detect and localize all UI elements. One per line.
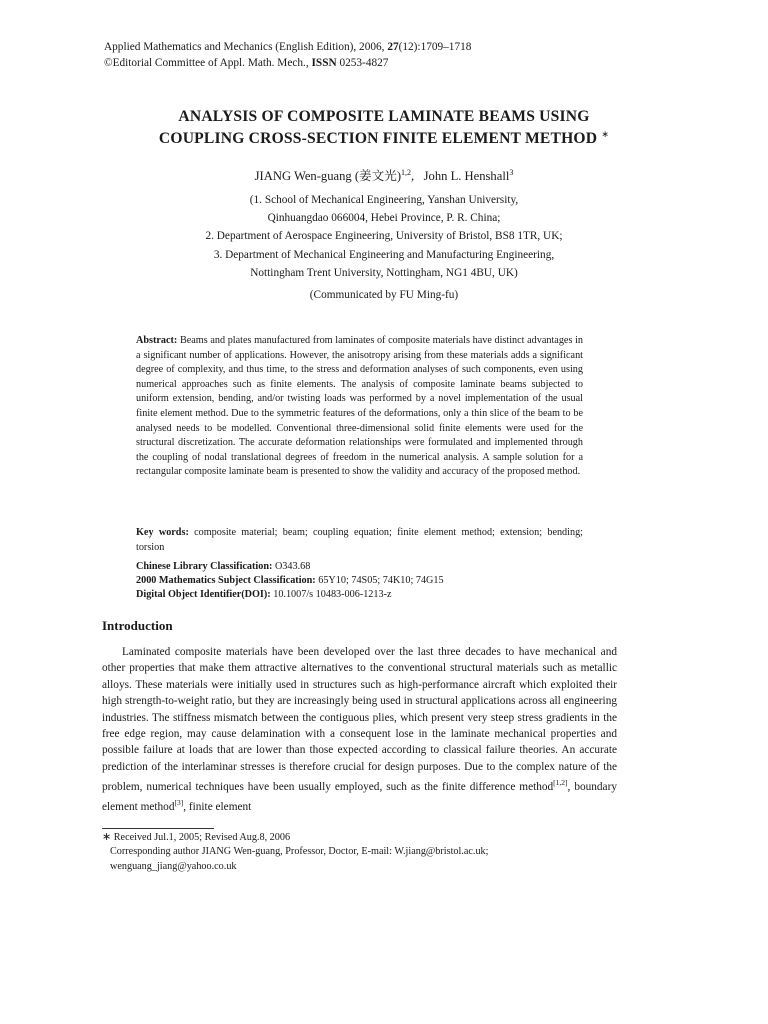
msc-value: 65Y10; 74S05; 74K10; 74G15 bbox=[318, 575, 444, 587]
doi-line bbox=[136, 588, 583, 602]
clc-value: O343.68 bbox=[274, 561, 311, 572]
doi-label: Digital Object Identifier(DOI): bbox=[136, 589, 271, 601]
footnote-mark: ∗ bbox=[102, 830, 112, 843]
author-henshall-affil-mark: 3 bbox=[509, 167, 514, 177]
doi-value: 10.1007/s 10483-006-1213-z bbox=[273, 589, 392, 601]
intro-text: Laminated composite materials have been developed over the last three decades to have mechanical and other properties that make them attractive alternatives to the conventional structural materials such as metallic alloys. These materials were initially used in structures such as high-performance aircraft which exploited their high strength-to-weight ratio, but they are increasingly being used in structural applications across all engineering industries. The stiffness mismatch between the contiguous plies, which present very steep stress gradients in the free edge region, may cause delamination with a consequent lose in the laminate mechanical properties and possible failure at loads that are lower than those expected according to classical failure theories. An accurate prediction of the interlaminar stresses is therefore crucial for design purposes. Due to the complex nature of the problem, numerical techniques have been usually employed, such as the finite difference method bbox=[102, 646, 617, 794]
section-heading-introduction: Introduction bbox=[102, 618, 173, 633]
classification-block bbox=[136, 560, 583, 603]
journal-header bbox=[104, 40, 471, 71]
affiliation-line: Nottingham Trent University, Nottingham, NG1 4BU, UK) bbox=[250, 266, 518, 279]
footnote bbox=[102, 830, 622, 874]
affiliation-line: 2. Department of Aerospace Engineering, University of Bristol, BS8 1TR, UK; bbox=[205, 230, 563, 243]
journal-volume: 27 bbox=[387, 41, 399, 53]
issn-label: ISSN bbox=[311, 56, 337, 69]
clc-line bbox=[136, 560, 583, 574]
paper-title bbox=[0, 107, 768, 148]
affiliations bbox=[0, 191, 768, 282]
copyright-text: ©Editorial Committee of Appl. Math. Mech., bbox=[104, 56, 312, 69]
title-line-2 bbox=[0, 126, 768, 148]
citation-ref[interactable]: [3] bbox=[174, 798, 184, 808]
introduction-paragraph bbox=[102, 644, 617, 816]
intro-text: , boundary element method bbox=[102, 781, 617, 814]
abstract-label: Abstract: bbox=[136, 335, 178, 346]
communicated-by: (Communicated by FU Ming-fu) bbox=[309, 289, 459, 301]
msc-label: 2000 Mathematics Subject Classification: bbox=[136, 575, 316, 587]
footnote-divider bbox=[102, 828, 214, 829]
keywords bbox=[136, 526, 583, 555]
journal-issue-pages: (12):1709–1718 bbox=[398, 41, 472, 53]
author-email[interactable]: wenguang_jiang@yahoo.co.uk bbox=[110, 860, 237, 872]
keywords-label: Key words: bbox=[136, 527, 189, 538]
corresponding-author: Corresponding author JIANG Wen-guang, Professor, Doctor, E-mail: W.jiang@bristol.ac.uk; bbox=[110, 846, 489, 858]
affiliation-line: (1. School of Mechanical Engineering, Yanshan University, bbox=[249, 194, 519, 206]
affiliation-line: 3. Department of Mechanical Engineering and Manufacturing Engineering, bbox=[213, 248, 555, 261]
title-line-2-text: COUPLING CROSS-SECTION FINITE ELEMENT METHOD bbox=[158, 130, 598, 148]
title-line-1: ANALYSIS OF COMPOSITE LAMINATE BEAMS USING bbox=[178, 108, 590, 125]
author-list bbox=[0, 165, 768, 184]
journal-citation bbox=[104, 40, 471, 56]
footnote-received bbox=[102, 830, 622, 845]
journal-name: Applied Mathematics and Mechanics (English Edition), 2006, bbox=[104, 41, 388, 53]
received-dates: Received Jul.1, 2005; Revised Aug.8, 2006 bbox=[111, 832, 291, 843]
issn-value: 0253-4827 bbox=[336, 56, 389, 69]
msc-line bbox=[136, 574, 583, 588]
intro-text: , finite element bbox=[183, 801, 252, 814]
keywords-text: composite material; beam; coupling equation; finite element method; extension; bending; torsion bbox=[136, 527, 583, 553]
clc-label: Chinese Library Classification: bbox=[136, 561, 273, 572]
abstract-text: Beams and plates manufactured from laminates of composite materials have distinct advantages in a significant number of applications. However, the anisotropy arising from these materials adds a significant degree of complexity, and thus time, to the stress and deformation analyses of such components, even using numerical approaches such as finite elements. The analysis of composite laminate beams subjected to uniform extension, bending, and/or twisting loads was performed by a novel implementation of the usual finite element method. Due to the symmetric features of the deformations, only a thin slice of the beam to be analysed needs to be modelled. Conventional three-dimensional solid finite elements were used for the structural discretization. The accurate deformation relationships were formulated and implemented through the coupling of nodal translational degrees of freedom in the numerical analysis. A sample solution for a rectangular composite laminate beam is presented to show the validity and accuracy of the proposed method. bbox=[136, 335, 583, 478]
abstract bbox=[136, 334, 583, 480]
author-jiang: JIANG Wen-guang (姜文光) bbox=[254, 169, 402, 183]
title-footnote-mark: ∗ bbox=[601, 130, 610, 140]
citation-ref[interactable]: [1,2] bbox=[553, 778, 568, 788]
author-jiang-affil-mark: 1,2 bbox=[401, 167, 412, 177]
journal-copyright bbox=[104, 56, 471, 72]
author-henshall: John L. Henshall bbox=[423, 169, 510, 183]
author-separator: , bbox=[411, 169, 415, 183]
affiliation-line: Qinhuangdao 066004, Hebei Province, P. R. China; bbox=[267, 212, 501, 225]
